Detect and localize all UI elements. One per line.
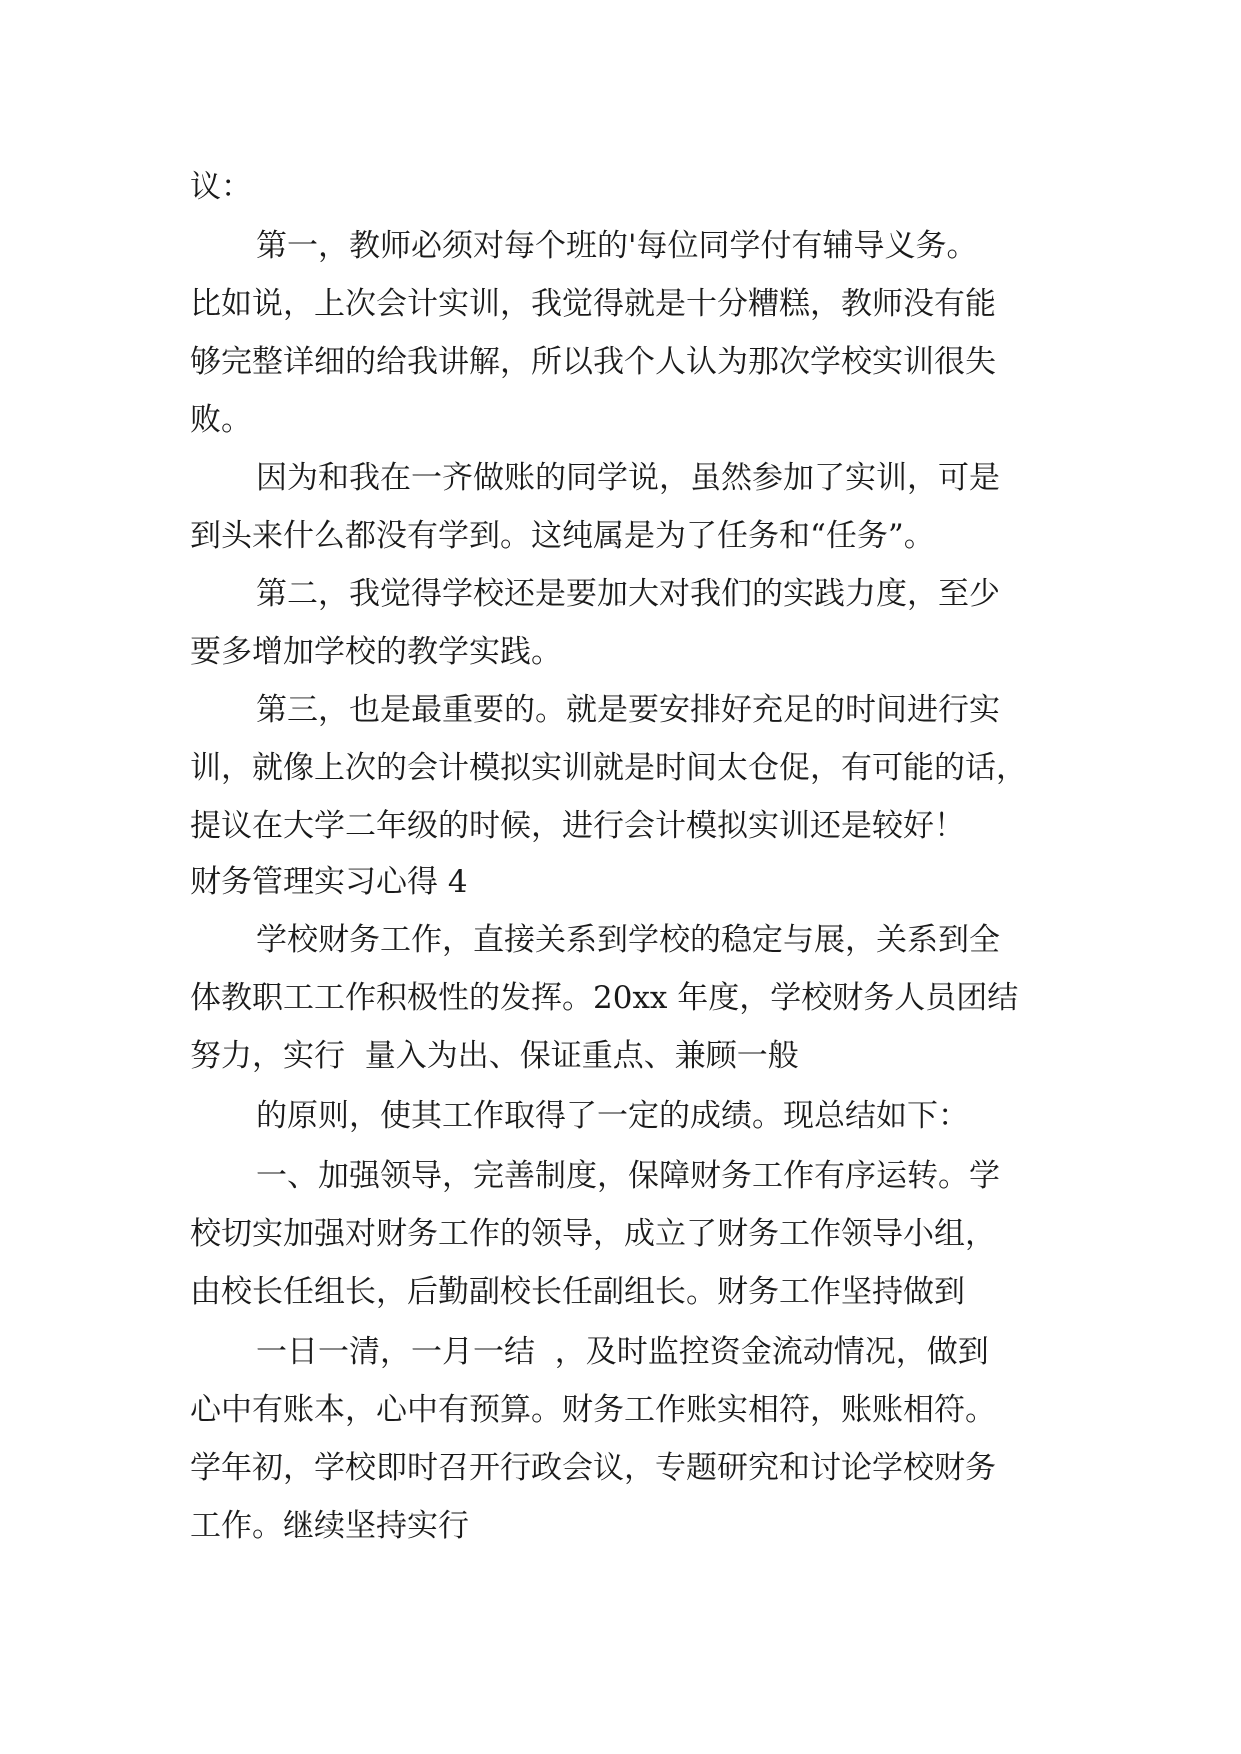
text-line: 一日一清，一月一结 ，及时监控资金流动情况，做到 bbox=[256, 1334, 989, 1370]
text-line: 努力，实行 量入为出、保证重点、兼顾一般 bbox=[190, 1038, 799, 1074]
text-line: 第二，我觉得学校还是要加大对我们的实践力度，至少 bbox=[256, 576, 1000, 612]
text-line: 体教职工工作积极性的发挥。20xx 年度，学校财务人员团结 bbox=[190, 980, 1019, 1016]
text-line: 第三，也是最重要的。就是要安排好充足的时间进行实 bbox=[256, 692, 1000, 728]
text-line: 因为和我在一齐做账的同学说，虽然参加了实训，可是 bbox=[256, 460, 1000, 496]
text-line: 学年初，学校即时召开行政会议，专题研究和讨论学校财务 bbox=[190, 1450, 996, 1486]
text-line: 训，就像上次的会计模拟实训就是时间太仓促，有可能的话， bbox=[190, 750, 1027, 786]
text-line: 一、加强领导，完善制度，保障财务工作有序运转。学 bbox=[256, 1158, 1000, 1194]
text-line: 心中有账本，心中有预算。财务工作账实相符，账账相符。 bbox=[190, 1392, 996, 1428]
text-line: 提议在大学二年级的时候，进行会计模拟实训还是较好！ bbox=[190, 808, 965, 844]
section-heading: 财务管理实习心得 4 bbox=[190, 864, 468, 900]
text-line: 议： bbox=[190, 169, 252, 205]
text-line: 第一，教师必须对每个班的'每位同学付有辅导义务。 bbox=[256, 228, 978, 264]
text-line: 由校长任组长，后勤副校长任副组长。财务工作坚持做到 bbox=[190, 1274, 965, 1310]
text-line: 到头来什么都没有学到。这纯属是为了任务和“任务”。 bbox=[190, 518, 935, 554]
text-line: 败。 bbox=[190, 402, 252, 438]
text-line: 的原则，使其工作取得了一定的成绩。现总结如下： bbox=[256, 1098, 969, 1134]
text-line: 工作。继续坚持实行 bbox=[190, 1508, 469, 1544]
text-line: 校切实加强对财务工作的领导，成立了财务工作领导小组， bbox=[190, 1216, 996, 1252]
text-line: 比如说，上次会计实训，我觉得就是十分糟糕，教师没有能 bbox=[190, 286, 996, 322]
text-line: 要多增加学校的教学实践。 bbox=[190, 634, 562, 670]
text-line: 够完整详细的给我讲解，所以我个人认为那次学校实训很失 bbox=[190, 344, 996, 380]
text-line: 学校财务工作，直接关系到学校的稳定与展，关系到全 bbox=[256, 922, 1000, 958]
